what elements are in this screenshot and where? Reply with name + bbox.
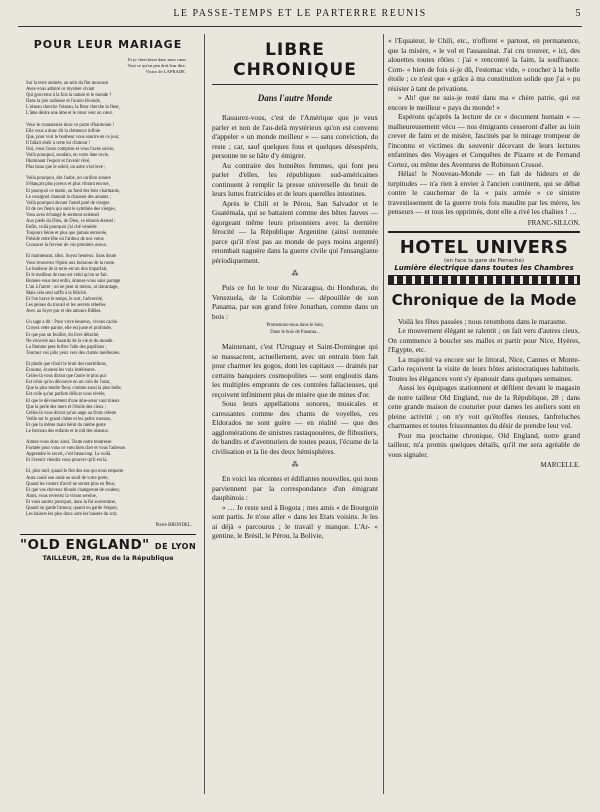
article-signature: MARCELLE. [540,461,580,469]
article-paragraph: « … Je reste seul à Bogota ; mes amis « de Bourgoin sont partis. Je n'ose aller « dans les Etats voisins. Je les ai déjà « parcourus ; le travail y manque. L'Ar- « gentine, le Brésil, le Pérou, la Bolivie, [212,502,378,540]
ad-old-england-address: TAILLEUR, 28, Rue de la République [42,554,174,563]
poem-stanza: Un sage a dit : Pour vivre heureux, vivons caché. Croyez cette parole, elle est juste et profonde, Et que pas un feuillet, du livre détaché, Ne s'envole aux hasards de la vie et du monde. La flamme peut briller l'aile des papillons ; Tournez vos jolis yeux vers des clartés meilleures. [26,320,121,356]
article-paragraph: Hélas! le Nouveau-Monde — en fait de hideurs et de turpitudes — n'a rien à envier à l'ancien continent, qui se débat contre le cauchemar de la « paix armée » ce sinistre travestissement de la guerre trois fois maudite par les mères, les penseurs — et tous les opprimés, dont elle a rivé les chaînes ! … [388,169,580,216]
article-paragraph: Maintenant, c'est l'Uruguay et Saint-Domingue qui se massacrent, actuellement, avec un entrain bien fait pour charmer les gogos, dont les capitaux — drainés par certains banquiers cosmopolites — sont engloutis dans les multiples emprunts de ces contrées fallacieuses, qui reçoivent infiniment plus de misère que de mines d'or. [212,342,378,399]
article-paragraph: En voici les récentes et édifiantes nouvelles, qui nous parviennent par la correspondance d'un émigrant dauphinois : [212,474,378,502]
ad-rule [20,534,196,535]
article-paragraph: Pour ma prochaine chronique, Old England, notre grand tailleur, m'a promis quelques détails, qu'il me sera agréable de vous signaler. [388,430,580,459]
article-paragraph: Après le Chili et le Pérou, San Salvador et le Guatémala, qui se battaient comme des bêtes fauves — égorgeant même leurs prisonniers avec la dernière férocité — la République Argentine (ainsi nommée parce qu'il n'est pas au monde de pays moins argenté) retombait naguère dans la guerre civile qui l'ensanglante périodiquement. [212,198,378,265]
poem-stanza: Et plutôt que d'ouïr le bruit des tourbillons, Écoutez, écoutez les voix intérieures. Celles-là vous diront que l'astre le plus pur Est celui qu'on découvre en un coin de l'azur, Que la plus tendre fleur, comme aussi la plus belle, Est celle qu'un parfum délicat vous révèle, Et que le dévouement d'une âme-sœur vaut mieux Que la perle des mers et l'étoile des cieux ; Celles-là vous diront qu'un ange au front céleste Veille sur le grand chêne et les petits roseaux, Et que la même main bénit du même geste Le berceau des enfants et le nid des oiseaux. [26,361,122,434]
ornament-band-icon [388,275,580,285]
article-paragraph: Rassurez-vous, c'est de l'Amérique que je veux parler et non de l'au-delà mystérieux qu'on est convenu d'appeler « un monde meilleur » — sans conviction, du reste ; car, sauf quelques fous et quelques désespérés, personne ne se hâte d'y émigrer. [212,113,378,160]
ad-old-england [20,537,196,553]
column-divider [204,34,205,794]
poem-signature: Pierre BRONDEL. [155,523,192,529]
column-divider [383,34,384,794]
poem-stanza: Vous le connaissiez donc ce pacte d'harmonie ! Elle vous a donc dit la clémence infinie Que, pour voir le bonheur vous sourire en ce jour, Il fallait obéir à cette loi d'amour ! Oui, vous l'avez comprise et vous l'avez suivie, Voilà pourquoi, soudain, en votre âme ravie, Illuminant l'espoir et l'avenir rêvé, Plus beau que le soleil, un astre s'est levé ; [26,122,120,171]
article-paragraph: Au contraire des honnêtes femmes, qui font peu parler d'elles, les républiques sud-américaines continuent à remplir la presse universelle du bruit de leurs luttes fratricides et de leurs querelles intestines. [212,160,378,198]
poem-stanza: Sur la terre animée, au sein du flot mouvant Avez-vous admiré ce mystère vivant Qui gouverne à la fois la nature et le monde ? Dans la joie radieuse et l'union féconde, L'oiseau cherche l'oiseau, la fleur cherche la fleur, L'âme désire une âme et le cœur veut un cœur. [26,81,120,117]
page-header [18,8,582,24]
ad-old-england-suffix: DE LYON [154,542,197,552]
poem-stanza: Et maintenant, allez. Soyez heureux. Sans doute Vous trouverez l'épine aux buissons de la route. Le bonheur de la terre est un don imparfait, Et le meilleur de tous est celui qu'on se fait. Bonnes-vous tout enfin, donnez-vous sans partage L'un à l'autre ; on ne peut ni mieux, ni davantage, Mais cela seul suffit à la félicité. Et l'on brave le temps, le sort, l'adversité, Les peines du travail et les secrets rebelles Avec au foyer pur et des amours fidèles. [26,254,121,315]
header-rule [18,26,582,27]
article-paragraph: Sous leurs appellations sonores, musicales et caressantes comme des chants de voyelles, ces Eldorados ne sont guère — en réalité — que des agglomérations de sinistres rastaquouères, de flibustiers, de bandits et d'aventuriers de toutes peaux, l'écume de la civilisation et la lie des deux hémisphères. [212,399,378,456]
libre-chronique-title: LIBRE CHRONIQUE [212,40,378,85]
asterism-icon: ⁂ [291,270,299,278]
article-paragraph: Puis ce fut le tour du Nicaragua, du Honduras, du Venezuela, de la Colombie — dépouillée de son Panama, par son grand frère Jonathan, comme dans un bois : [212,283,378,321]
asterism-icon: ⁂ [291,461,299,469]
article-paragraph: Voilà les fêtes passées ; nous retombons dans le marasme. [398,316,567,326]
article-paragraph: La majorité va encore sur le littoral, Nice, Cannes et Monte-Carlo reçoivent la visite de leurs hôtes aristocratiques habituels. Toutes les élégances vont s'y épanouir dans quelques semaines. [388,354,580,383]
ad-hotel-title: HOTEL UNIVERS [388,231,580,258]
poem-title: POUR LEUR MARIAGE [33,38,183,51]
article-paragraph: Aussi les équipages stationnent et défilent devant le magasin de notre tailleur Old England, rue de la République, 28 ; dans cette grande maison de couturier pour dames les ateliers sont en pleine activité ; on n'y voit qu'étoffes rieuses, fanfreluches charmantes et toutes frissonnantes du désir de prendre leur vol. [388,383,580,430]
libre-chronique-subtitle: Dans l'autre Monde [257,93,333,103]
article-paragraph: » Ah! que ne suis-je resté dans ma « chère patrie, qui est encore le meilleur « pays du monde! » [388,93,580,112]
journal-title: LE PASSE-TEMPS ET LE PARTERRE REUNIS [173,8,427,19]
poem-epigraph: Et je chercherai dans mon cœur Tout ce qu'on peu doit leur dire. Victor de LAPRADE. [127,57,186,74]
column-middle [212,36,378,541]
poem-body [20,81,196,518]
article-paragraph: Espérons qu'après la lecture de ce « document humain » — malheureusement vécu — nos émigrants cesseront d'aller au loin crever de faim et de misère, fascinés par le mirage trompeur de l'inconnu et victimes du souvenir décevant de leurs lectures enfantines des Voyages et Conquêtes de Pizarre et de Fernand Cortez, ou même des Aventures de Robinson Crusoé. [388,112,580,169]
ad-old-england-name: "OLD ENGLAND" [20,537,150,554]
article-signature: FRANC-SILLON. [527,218,580,227]
article-paragraph: « l'Equateur, le Chili, etc., n'offrent « partout, en permanence, que la misère, « le vol et l'assassinat. J'ai cru trouver, « ici, des alouettes toutes rôties : j'ai « rencontré la faim, la souffrance. Com- « bien de fois si-je dû, l'estomac vide, « coucher à la belle étoile ; ce n'est que « grâce à ma constitution solide que j'ai « pu résister à tant de privations. [388,36,580,93]
article-quote: Promenons-nous dans le bois, Dans le bois de Panama... [266,323,324,335]
poem-stanza: Et, plus tard, quand le flot des ans qui nous emporte Aura coulé son onde au seuil de votre porte, Quand les rosiers d'avril ne seront plus en fleur, Et que vos cheveux blonds changeront de couleur, Alors, vous reverrez la vision sereine, Et vous saurez pourquoi, dans la foi souveraine, Quand on garde l'amour, quand on garde l'espoir, Les baisers les plus doux sont les baisers du soir. [26,469,124,518]
ad-hotel-subtitle: (en face la gare de Perrache) [444,257,524,264]
column-left [20,36,196,562]
page-number: 5 [575,8,582,19]
poem-stanza: Voilà pourquoi, dès l'aube, un carillon sonore S'élançait plus joyeux et plus vibrant encore, Et pourquoi ce matin, au fond des bois charmants, Le rossignol chantait la chanson des amants ; Voilà pourquoi devant l'autel paré de vierges Et de ces fleurs qui sont le symbole des vierges, Vous avez échangé le serment solennel Aux pieds du Dieu, de Dieu, ce témoin éternel ; Enfin, voilà pourquoi j'ai cité vénérée Toujours bénie et plus que jamais entourée, Préside cette fête où l'ardeur de nos vœux Consacre la ferveur de vos premiers aveux. [26,176,120,249]
ad-hotel-tagline: Lumière électrique dans toutes les Chambres [394,263,574,272]
column-right [388,36,580,473]
chronique-mode-title: Chronique de la Mode [391,290,577,309]
article-paragraph: Le mouvement élégant se ralentit ; on fait vers d'autres cieux. On commence à boucler ses malles et partir pour Nice, Hyères, l'Egypte, etc. [388,326,580,354]
poem-stanza: Aimez-vous donc ainsi. Toute notre tendresse Formée pour vous ce vœu bien cher et vous l'adresse. Apprendre le secret, c'est beaucoup. Le voilà. Et l'avenir viendra vous prouver qu'il est là. [26,440,127,464]
